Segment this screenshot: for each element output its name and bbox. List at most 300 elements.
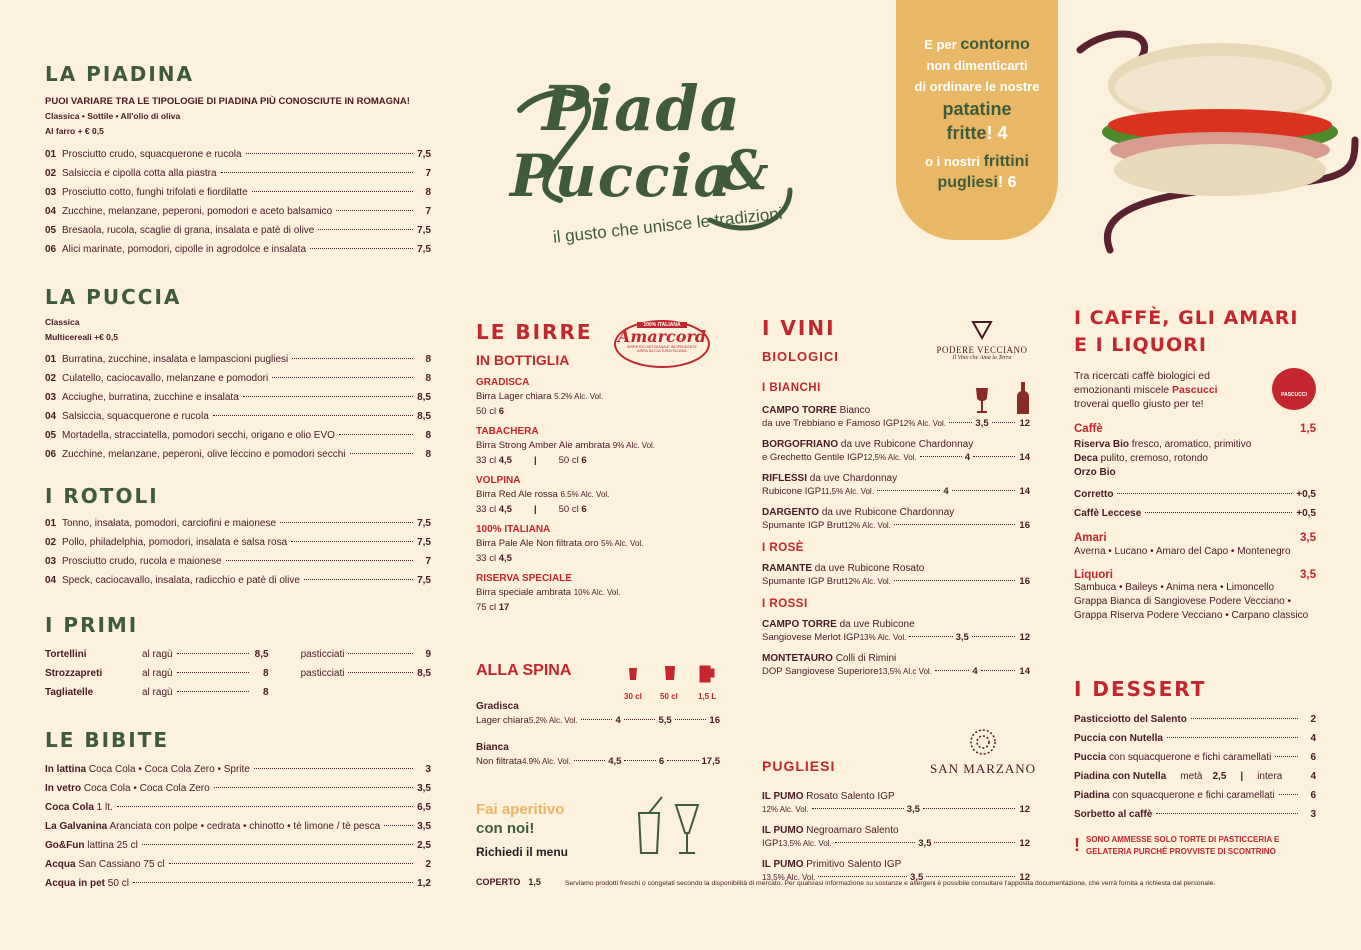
- leader-dots: [226, 560, 413, 561]
- leader-dots: [348, 653, 413, 654]
- beer-size: 33 cl: [476, 455, 497, 466]
- wine-title-line: [762, 824, 1030, 837]
- amari-list: Averna • Lucano • Amaro del Capo • Montenegro: [1074, 546, 1291, 557]
- item-name: Strozzapreti: [45, 668, 103, 679]
- wine-origin: da uve Rubicone Chardonnay: [819, 507, 955, 518]
- wine-desc: e Grechetto Gentile IGP: [762, 452, 864, 463]
- item-name: Go&Fun: [45, 840, 85, 851]
- section-title: PUGLIESI: [762, 758, 836, 774]
- menu-item: [45, 145, 431, 164]
- intro-text: Tra ricercati caffè biologici ed: [1074, 370, 1210, 382]
- beer-item: [476, 425, 720, 469]
- item-number: 02: [45, 168, 57, 179]
- beer-desc: Birra Pale Ale Non filtrata oro: [476, 538, 599, 549]
- wine-category: I BIANCHI: [762, 382, 821, 394]
- item-price: 8: [425, 187, 431, 198]
- leader-dots: [935, 670, 969, 671]
- liquori-price: 3,5: [1300, 569, 1316, 581]
- wine-abv: 11,5% Alc. Vol.: [821, 487, 874, 496]
- beer-price: 4: [615, 715, 621, 726]
- wine-glass-icon: [974, 386, 990, 414]
- menu-item: [45, 202, 431, 221]
- wine-origin: Bianco: [836, 405, 871, 416]
- item-name: La Galvanina: [45, 821, 108, 832]
- leader-dots: [581, 719, 613, 720]
- footer-note: Serviamo prodotti freschi o congelati secondo la disponibilità di mercato. Per qualsiasi informazione su sostanze e allergeni è possibile consultare l'apposita documentazione, che verrà fornita a richiesta dal personale.: [564, 880, 1216, 887]
- item-name-wrap: [1074, 748, 1271, 767]
- leader-dots: [292, 358, 413, 359]
- glass-price: 3,5: [955, 632, 969, 643]
- wine-name: RIFLESSI: [762, 473, 808, 484]
- section-title: I DESSERT: [1074, 677, 1207, 701]
- wine-name: IL PUMO: [762, 859, 804, 870]
- menu-item: [45, 760, 431, 779]
- san-marzano-logo: [928, 728, 1038, 777]
- menu-list: [45, 645, 431, 702]
- extra-price: +0,5: [1296, 508, 1316, 519]
- item-name: Zucchine, melanzane, peperoni, olive leccino e pomodori secchi: [62, 449, 346, 460]
- menu-item: [1074, 786, 1316, 805]
- menu-item: [45, 836, 431, 855]
- promo-price: ! 6: [997, 174, 1017, 191]
- wine-title-line: [762, 438, 1030, 451]
- beer-price: 17,5: [701, 756, 720, 767]
- brand-text: Amarcord: [617, 327, 707, 346]
- menu-list: [1074, 710, 1316, 824]
- vecciano-emblem-icon: [971, 320, 993, 340]
- wine-origin: da uve Rubicone Rosato: [812, 563, 925, 574]
- item-price: 8: [425, 373, 431, 384]
- leader-dots: [1275, 756, 1298, 757]
- bottle-price: 12: [1019, 838, 1030, 849]
- menu-item: [1074, 729, 1316, 748]
- wine-name: IL PUMO: [762, 791, 804, 802]
- item-name: Prosciutto crudo, rucola e maionese: [62, 556, 222, 567]
- wine-name: IL PUMO: [762, 825, 804, 836]
- wine-abv: 13% Alc. Vol.: [859, 633, 907, 642]
- menu-item: [45, 407, 431, 426]
- menu-list: [45, 350, 431, 464]
- wine-category: I ROSSI: [762, 598, 808, 610]
- item-name-wrap: [45, 760, 250, 779]
- extra-name: Corretto: [1074, 489, 1114, 500]
- note: PUOI VARIARE TRA LE TIPOLOGIE DI PIADINA PIÙ CONOSCIUTE IN ROMAGNA!: [45, 96, 410, 107]
- section-caffe: [1074, 305, 1316, 623]
- leader-dots: [624, 719, 656, 720]
- beer-size: 33 cl: [476, 553, 497, 564]
- full-label: intera: [1257, 771, 1283, 782]
- leader-dots: [214, 787, 413, 788]
- leader-dots: [246, 153, 413, 154]
- liquori-line: Grappa Riserva Podere Vecciano • Carpano classico: [1074, 610, 1309, 621]
- item-desc: con squacquerone e fichi caramellati: [1106, 752, 1272, 763]
- glass-price: 3,5: [975, 418, 989, 429]
- logo-puccia-text: Puccia: [510, 142, 733, 210]
- wine-bottle-icon: [1016, 381, 1030, 415]
- menu-list: [45, 514, 431, 590]
- brand-text: BIRRIFICIO ARTIGIANALE INDIPENDENTE: [627, 345, 697, 349]
- beer-abv: 4.9% Alc. Vol.: [521, 757, 571, 766]
- leader-dots: [384, 825, 413, 826]
- item-price: 2: [425, 859, 431, 870]
- beer-size: 75 cl: [476, 602, 497, 613]
- item-name-wrap: [1074, 767, 1166, 786]
- wine-item: [762, 790, 1030, 816]
- wine-title-line: [762, 472, 1030, 485]
- item-number: 04: [45, 206, 57, 217]
- item-name-wrap: [45, 836, 138, 855]
- menu-item: [45, 221, 431, 240]
- wine-item: [762, 506, 1030, 532]
- item-price: 7,5: [417, 518, 431, 529]
- separator: |: [533, 455, 537, 466]
- item-name: Sorbetto al caffè: [1074, 809, 1153, 820]
- promo-text: E per: [924, 37, 961, 52]
- logo-ampersand: &: [720, 138, 769, 202]
- beer-price: 17: [498, 602, 510, 613]
- wine-abv: 12% Alc. Vol.: [844, 577, 891, 586]
- coperto-price: 1,5: [528, 877, 541, 887]
- item-name: Salsiccia e cipolla cotta alla piastra: [62, 168, 217, 179]
- caffe-price: 1,5: [1300, 423, 1316, 435]
- wine-price-row: [762, 871, 1030, 884]
- item-price: 3: [425, 764, 431, 775]
- leader-dots: [280, 522, 413, 523]
- beer-name: RISERVA SPECIALE: [476, 573, 572, 584]
- leader-dots: [1156, 813, 1298, 814]
- item-number: 03: [45, 187, 57, 198]
- section-title: LE BIRRE: [476, 320, 593, 344]
- note: Classica: [45, 317, 80, 327]
- leader-dots: [304, 579, 413, 580]
- item-name: Zucchine, melanzane, peperoni, pomodori e aceto balsamico: [62, 206, 333, 217]
- item-number: 03: [45, 392, 57, 403]
- leader-dots: [934, 842, 1015, 843]
- item-name: Coca Cola: [45, 802, 94, 813]
- beer-item: [476, 741, 720, 768]
- beer-name: Gradisca: [476, 701, 519, 712]
- item-name: Prosciutto crudo, squacquerone e rucola: [62, 149, 242, 160]
- beer-item: [476, 700, 720, 727]
- leader-dots: [675, 719, 707, 720]
- item-name: Pasticciotto del Salento: [1074, 714, 1187, 725]
- leader-dots: [177, 653, 249, 654]
- item-price: 8,5: [254, 649, 269, 660]
- leader-dots: [574, 760, 605, 761]
- section-piadina: [45, 62, 431, 259]
- leader-dots: [221, 172, 413, 173]
- menu-list: [762, 618, 1030, 678]
- section-title: I VINI: [762, 316, 836, 340]
- item-desc: Coca Cola • Coca Cola Zero: [81, 783, 210, 794]
- cocktail-icon: [634, 795, 704, 860]
- item-name-wrap: [1074, 710, 1187, 729]
- item-desc: San Cassiano 75 cl: [75, 859, 165, 870]
- item-price: 8: [263, 668, 269, 679]
- leader-dots: [812, 808, 904, 809]
- menu-item: [45, 645, 431, 664]
- item-name-wrap: [1074, 729, 1163, 748]
- item-price: 4: [1310, 771, 1316, 782]
- beer-size: 50 cl: [558, 504, 579, 515]
- menu-item: [45, 350, 431, 369]
- menu-list: [476, 376, 720, 616]
- beer-desc: Lager chiara: [476, 715, 529, 726]
- aperitivo-text: con noi!: [476, 820, 535, 837]
- bottle-price: 16: [1019, 576, 1030, 587]
- beer-desc-line: [476, 586, 720, 600]
- wine-item: [762, 652, 1030, 678]
- item-name: Speck, caciocavallo, insalata, radicchio e patè di olive: [62, 575, 300, 586]
- item-name: Pollo, philadelphia, pomodori, insalata e salsa rosa: [62, 537, 288, 548]
- section-title: I PRIMI: [45, 613, 139, 637]
- wine-title-line: [762, 858, 1030, 871]
- section-pugliesi: [762, 758, 1030, 892]
- beer-sizes: [476, 502, 720, 518]
- promo-text: patatine: [942, 99, 1012, 119]
- aperitivo-text: Richiedi il menu: [476, 845, 569, 859]
- item-number: 02: [45, 373, 57, 384]
- item-price: 4: [1310, 733, 1316, 744]
- leader-dots: [1117, 493, 1292, 494]
- item-name: Alici marinate, pomodori, cipolle in agrodolce e insalata: [62, 244, 307, 255]
- leader-dots: [894, 524, 1015, 525]
- wine-origin: da uve Rubicone: [836, 619, 915, 630]
- beer-item: [476, 572, 720, 616]
- amari-label: Amari: [1074, 532, 1107, 544]
- note: Multicereali +€ 0,5: [45, 332, 118, 342]
- menu-item: [45, 552, 431, 571]
- item-price: 7: [425, 206, 431, 217]
- intro-text: emozionanti miscele: [1074, 384, 1173, 396]
- item-name: Tagliatelle: [45, 687, 94, 698]
- wine-price-row: [762, 575, 1030, 588]
- item-desc: 1 lt.: [93, 802, 113, 813]
- brand-text: 100% ITALIANA: [637, 322, 687, 328]
- wine-origin: da uve Chardonnay: [807, 473, 898, 484]
- glass-icons: [620, 665, 720, 705]
- beer-desc-line: [476, 488, 720, 502]
- leader-dots: [310, 248, 413, 249]
- item-price: 3: [1310, 809, 1316, 820]
- separator: |: [533, 504, 537, 515]
- leader-dots: [142, 844, 413, 845]
- caffe-desc: pulito, cremoso, rotondo: [1097, 453, 1208, 464]
- beer-price: 16: [709, 715, 720, 726]
- beer-desc-line: [476, 390, 720, 404]
- beer-price: 4,5: [498, 504, 512, 515]
- item-name-wrap: [45, 817, 380, 836]
- beer-price: 6: [581, 504, 587, 515]
- menu-item: [45, 388, 431, 407]
- leader-dots: [920, 456, 962, 457]
- wine-item: [762, 472, 1030, 498]
- glass-price: 4: [964, 452, 971, 463]
- beer-abv: 6.5% Alc. Vol.: [560, 490, 610, 499]
- beer-size: 50 cl: [476, 406, 497, 417]
- menu-list: [45, 145, 431, 259]
- item-number: 01: [45, 518, 57, 529]
- beer-sizes: [476, 453, 720, 469]
- item-number: 06: [45, 449, 57, 460]
- wine-title-line: [762, 618, 1030, 631]
- menu-item: [1074, 748, 1316, 767]
- item-price: 8,5: [417, 392, 431, 403]
- menu-item: [45, 571, 431, 590]
- caffe-extra: [1074, 504, 1316, 523]
- beer-size: 33 cl: [476, 504, 497, 515]
- caffe-list: [1074, 438, 1316, 480]
- item-desc: 50 cl: [105, 878, 129, 889]
- section-subtitle: IN BOTTIGLIA: [476, 352, 570, 368]
- leader-dots: [981, 670, 1015, 671]
- leader-dots: [973, 456, 1015, 457]
- glass-small-icon: [628, 667, 638, 681]
- pascucci-logo: [1272, 368, 1316, 410]
- item-name: Acqua in pet: [45, 878, 106, 889]
- item-price: 3,5: [417, 783, 431, 794]
- menu-item: [45, 683, 431, 702]
- wine-item: [762, 562, 1030, 588]
- menu-item: [45, 426, 431, 445]
- wine-item: [762, 618, 1030, 644]
- item-name-wrap: [45, 798, 113, 817]
- menu-item: [45, 779, 431, 798]
- wine-origin: da uve Rubicone Chardonnay: [838, 439, 974, 450]
- extra-price: +0,5: [1296, 489, 1316, 500]
- beer-item: [476, 523, 720, 567]
- beer-abv: 5.2% Alc. Vol.: [554, 392, 604, 401]
- logo-tagline: il gusto che unisce le tradizioni: [552, 203, 784, 247]
- leader-dots: [177, 672, 249, 673]
- menu-item: [45, 533, 431, 552]
- menu-item: [1074, 767, 1316, 786]
- leader-dots: [923, 808, 1015, 809]
- item-number: 05: [45, 225, 57, 236]
- item-price: 8: [425, 449, 431, 460]
- wine-price-row: [762, 803, 1030, 816]
- item-number: 05: [45, 430, 57, 441]
- item-price: 6,5: [417, 802, 431, 813]
- amarcord-logo: [614, 320, 710, 368]
- item-price: 8,5: [417, 668, 431, 679]
- wine-origin: Primitivo Salento IGP: [803, 859, 902, 870]
- beer-name: TABACHERA: [476, 426, 539, 437]
- aperitivo-text: Fai aperitivo: [476, 801, 565, 818]
- caffe-desc: fresco, aromatico, primitivo: [1129, 439, 1252, 450]
- liquori-label: Liquori: [1074, 569, 1113, 581]
- beer-size: 50 cl: [558, 455, 579, 466]
- menu-list: [762, 404, 1030, 532]
- promo-text: contorno: [960, 36, 1030, 53]
- bottle-price: 16: [1019, 520, 1030, 531]
- wine-name: MONTETAURO: [762, 653, 833, 664]
- caffe-line: [1074, 466, 1316, 480]
- wine-desc: IGP: [762, 838, 779, 849]
- item-price: 2: [1310, 714, 1316, 725]
- glass-price: 3,5: [910, 872, 924, 883]
- item-price: 7: [425, 556, 431, 567]
- promo-text: fritte: [946, 123, 987, 143]
- caffe-name: Riserva Bio: [1074, 439, 1130, 450]
- item-name-wrap: [45, 855, 165, 874]
- caffe-line: [1074, 438, 1316, 452]
- sandwich-illustration: [1070, 20, 1360, 260]
- wine-abv: 12% Alc. Vol.: [899, 419, 947, 428]
- wine-title-line: [762, 562, 1030, 575]
- beer-name: GRADISCA: [476, 377, 530, 388]
- wine-desc: DOP Sangiovese Superiore: [762, 666, 879, 677]
- item-desc: Coca Cola • Coca Cola Zero • Sprite: [86, 764, 250, 775]
- brand-text: Il Vino che Ama la Terra: [952, 355, 1012, 361]
- item-name-wrap: [1074, 786, 1275, 805]
- beer-sizes: [476, 551, 720, 567]
- menu-list: [476, 700, 720, 782]
- item-name: Acqua: [45, 859, 76, 870]
- item-number: 03: [45, 556, 57, 567]
- item-style: pasticciati: [300, 668, 345, 679]
- leader-dots: [318, 229, 413, 230]
- wine-name: CAMPO TORRE: [762, 405, 837, 416]
- section-title: LA PIADINA: [45, 62, 195, 86]
- item-name: Puccia con Nutella: [1074, 733, 1163, 744]
- promo-contorno-box: [896, 0, 1058, 240]
- beer-price-row: [476, 755, 720, 768]
- item-name-wrap: [45, 779, 210, 798]
- beer-price: 6: [658, 756, 665, 767]
- wine-item: [762, 438, 1030, 464]
- wine-price-row: [762, 837, 1030, 850]
- leader-dots: [624, 760, 655, 761]
- intro-text: troverai quello giusto per te!: [1074, 398, 1204, 410]
- item-name: Tortellini: [45, 649, 87, 660]
- wine-origin: Negroamaro Salento: [803, 825, 899, 836]
- pitcher-icon: [698, 665, 716, 683]
- liquori-list: [1074, 581, 1316, 623]
- size-label: 1,5 L: [698, 692, 717, 701]
- item-desc: con squacquerone e fichi caramellati: [1109, 790, 1275, 801]
- leader-dots: [336, 210, 413, 211]
- glass-price: 3,5: [918, 838, 932, 849]
- wine-abv: 13,5% Alc. Vol.: [762, 873, 816, 882]
- beer-desc: Birra Strong Amber Ale ambrata: [476, 440, 611, 451]
- item-name-wrap: [45, 874, 129, 893]
- sandwich-image: [1070, 20, 1360, 260]
- item-name-wrap: [1074, 805, 1152, 824]
- warning-icon: !: [1074, 835, 1080, 855]
- brand-text: BIRRA DA CULTURA ITALIANA: [637, 349, 687, 353]
- half-label: metà: [1180, 771, 1203, 782]
- bottle-price: 12: [1019, 804, 1031, 815]
- section-title: ALLA SPINA: [476, 662, 572, 679]
- san-marzano-emblem-icon: [968, 728, 998, 756]
- glass-medium-icon: [664, 665, 676, 681]
- wine-name: BORGOFRIANO: [762, 439, 839, 450]
- section-rotoli: [45, 484, 431, 590]
- beer-price: 5,5: [658, 715, 672, 726]
- intro-brand: Pascucci: [1172, 384, 1218, 396]
- wine-abv: 13,5% Alc. Vol.: [778, 839, 832, 848]
- item-price: 7,5: [417, 149, 431, 160]
- warning-text: SONO AMMESSE SOLO TORTE DI PASTICCERIA E: [1086, 835, 1280, 844]
- item-price: 8: [263, 687, 269, 698]
- item-desc: Aranciata con polpe • cedrata • chinotto • tè limone / tè pesca: [107, 821, 381, 832]
- item-number: 06: [45, 244, 57, 255]
- caffe-extras: [1074, 485, 1316, 523]
- item-style: pasticciati: [300, 649, 345, 660]
- leader-dots: [252, 191, 413, 192]
- item-name: Mortadella, stracciatella, pomodori secchi, origano e olio EVO: [62, 430, 335, 441]
